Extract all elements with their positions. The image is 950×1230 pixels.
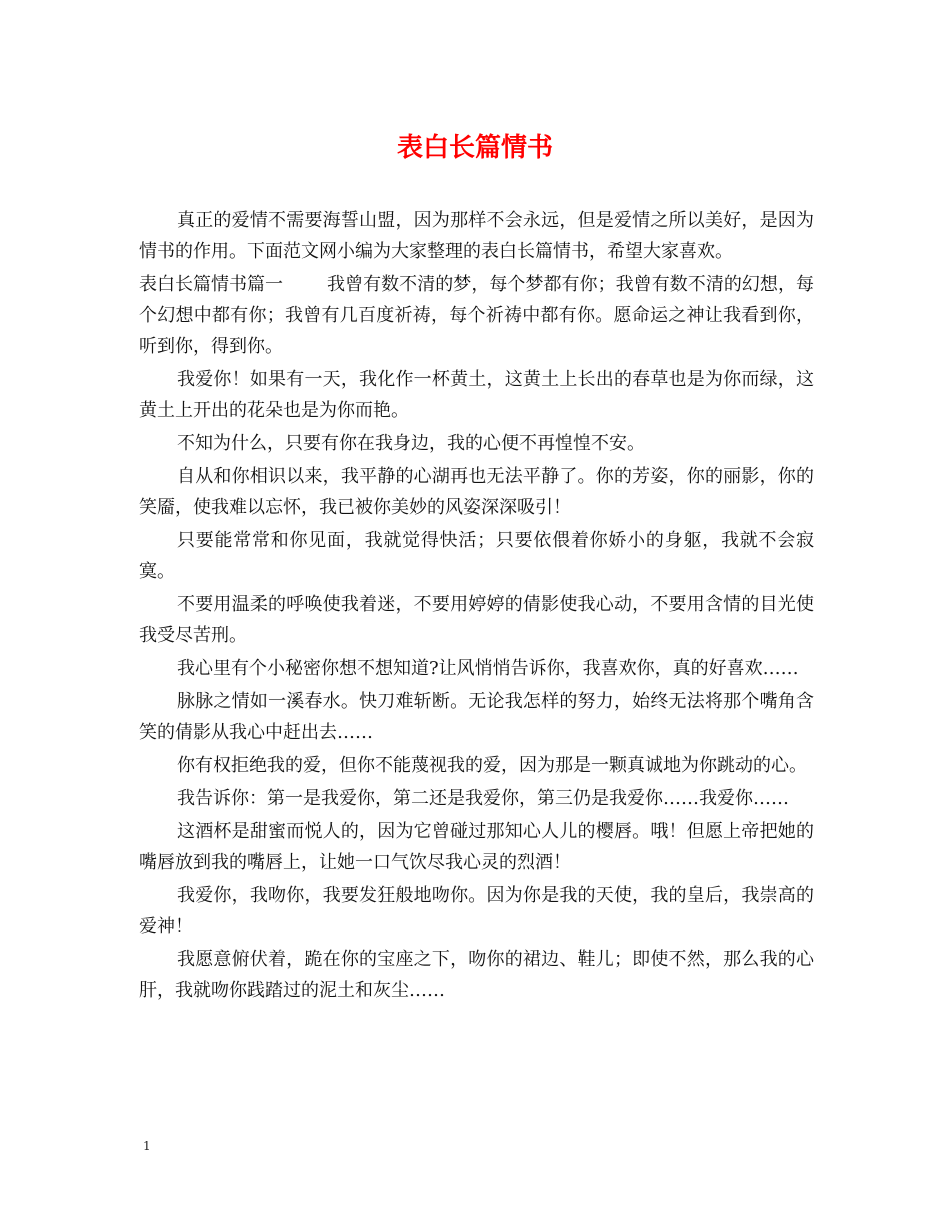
section-first-text: 我曾有数不清的梦，每个梦都有你；我曾有数不清的幻想，每个幻想中都有你；我曾有几百度祈祷，每个祈祷中都有你。愿命运之神让我看到你，听到你，得到你。 [139,274,814,357]
body-paragraph: 我爱你！如果有一天，我化作一杯黄土，这黄土上长出的春草也是为你而绿，这黄土上开出的花朵也是为你而艳。 [139,369,814,421]
body-paragraph: 脉脉之情如一溪春水。快刀难斩断。无论我怎样的努力，始终无法将那个嘴角含笑的倩影从我心中赶出去…… [139,691,814,743]
body-paragraph: 你有权拒绝我的爱，但你不能蔑视我的爱，因为那是一颗真诚地为你跳动的心。 [177,755,807,776]
body-paragraph: 不要用温柔的呼唤使我着迷，不要用婷婷的倩影使我心动，不要用含情的目光使我受尽苦刑。 [139,594,814,646]
document-body [139,205,814,1008]
body-paragraph: 自从和你相识以来，我平静的心湖再也无法平静了。你的芳姿，你的丽影，你的笑靥，使我难以忘怀，我已被你美妙的风姿深深吸引！ [139,466,814,518]
body-paragraph: 我愿意俯伏着，跪在你的宝座之下，吻你的裙边、鞋儿；即使不然，那么我的心肝，我就吻你践踏过的泥土和灰尘…… [139,949,814,1001]
page-number: 1 [143,1139,151,1153]
body-paragraph: 我心里有个小秘密你想不想知道?让风悄悄告诉你，我喜欢你，真的好喜欢…… [177,658,799,679]
intro-paragraph: 真正的爱情不需要海誓山盟，因为那样不会永远，但是爱情之所以美好，是因为情书的作用。下面范文网小编为大家整理的表白长篇情书，希望大家喜欢。 [139,210,814,262]
body-paragraph: 不知为什么，只要有你在我身边，我的心便不再惶惶不安。 [177,433,645,454]
document-title: 表白长篇情书 [396,133,553,163]
body-paragraph: 我爱你，我吻你，我要发狂般地吻你。因为你是我的天使，我的皇后，我崇高的爱神！ [139,885,814,937]
body-paragraph: 这酒杯是甜蜜而悦人的，因为它曾碰过那知心人儿的樱唇。哦！但愿上帝把她的嘴唇放到我的嘴唇上，让她一口气饮尽我心灵的烈酒！ [139,821,814,873]
body-paragraph: 只要能常常和你见面，我就觉得快活；只要依偎着你娇小的身躯，我就不会寂寞。 [139,530,814,582]
section-heading-paragraph [139,269,814,362]
body-paragraph: 我告诉你：第一是我爱你，第二还是我爱你，第三仍是我爱你……我爱你…… [177,788,789,809]
section-heading: 表白长篇情书篇一 [139,274,283,295]
